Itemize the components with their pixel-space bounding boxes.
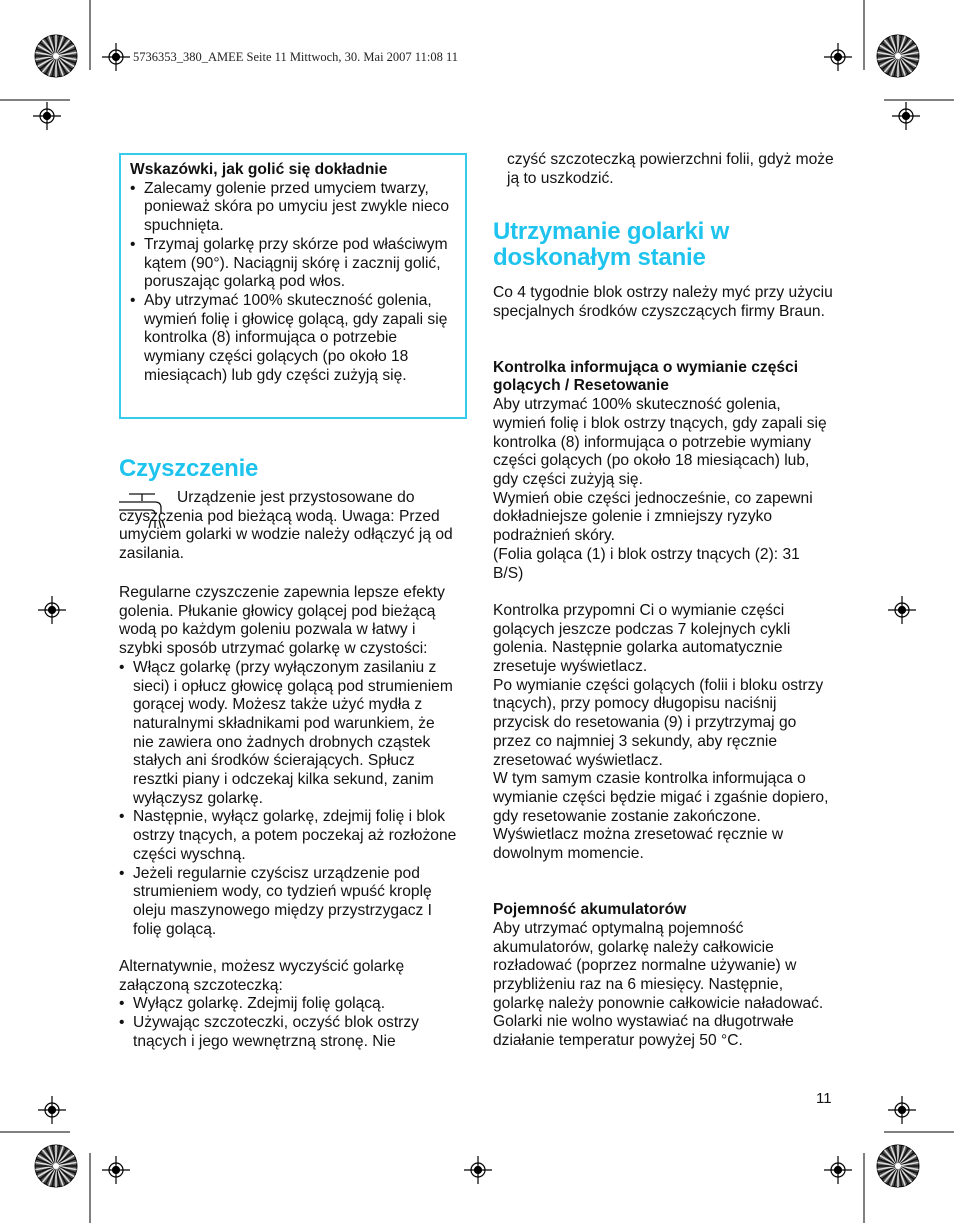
reminder-p3: W tym samym czasie kontrolka informująca o wymianie części będzie migać i zgaśnie dopiero, gdy resetowanie zostanie zakończone. <box>493 770 829 825</box>
reset-p2: Wymień obie części jednocześnie, co zapewni dokładniejsze golenie i zmniejszy ryzyko podrażnień skóry. <box>493 489 813 545</box>
list-item: • Włącz golarkę (przy wyłączonym zasilaniu z sieci) i opłucz głowicę golącą pod strumieniem gorącej wody. Możesz także użyć mydła z naturalnymi składnikami pod warunkiem, że nie zawiera ono żadnych drobnych cząstek stałych ani środków ścierających. Spłucz resztki piany i odczekaj kilka sekund, zanim wyłączysz golarkę. <box>119 659 459 809</box>
list-item: • Wyłącz golarkę. Zdejmij folię golącą. <box>119 995 459 1014</box>
battery-title: Pojemność akumulatorów <box>493 901 687 919</box>
cleaning-alt-list <box>119 995 459 1051</box>
print-header: 5736353_380_AMEE Seite 11 Mittwoch, 30. Mai 2007 11:08 11 <box>133 50 458 64</box>
reset-p1: Aby utrzymać 100% skuteczność golenia, wymień folię i blok ostrzy tnących, gdy zapali się kontrolka (8) informująca o potrzebie wymiany części golących (po około 18 miesiącach) lub, gdy części zużyją się. <box>493 396 827 488</box>
registration-rosette-icon <box>35 1145 77 1187</box>
reset-p3: (Folia goląca (1) i blok ostrzy tnących (2): 31 B/S) <box>493 545 800 582</box>
crosshair-target-icon <box>464 1156 492 1184</box>
crosshair-target-icon <box>824 43 852 71</box>
reset-title: Kontrolka informująca o wymianie części golących / Resetowanie <box>493 358 799 395</box>
maintenance-intro: Co 4 tygodnie blok ostrzy należy myć przy użyciu specjalnych środków czyszczących firmy Braun. <box>493 284 833 320</box>
crosshair-target-icon <box>888 1096 916 1124</box>
cleaning-list <box>119 659 459 940</box>
list-item: • Zalecamy golenie przed umyciem twarzy, ponieważ skóra po umyciu jest zwykle nieco spuchnięta. <box>130 180 455 236</box>
reminder-p2: Po wymianie części golących (folii i bloku ostrzy tnących), przy pomocy długopisu naciśnij przycisk do resetowania (9) i przytrzymaj go przez co najmniej 3 sekundy, aby ręcznie zresetować wyświetlacz. <box>493 676 824 769</box>
page-number: 11 <box>816 1090 832 1107</box>
battery-text: Aby utrzymać optymalną pojemność akumulatorów, golarkę należy całkowicie rozładować (poprzez normalne używanie) w przybliżeniu raz na 6 miesięcy. Następnie, golarkę należy ponownie całkowicie naładować. Golarki nie wolno wystawiać na długotrwałe działanie temperatur powyżej 50 °C. <box>493 919 824 1050</box>
list-item: • Następnie, wyłącz golarkę, zdejmij folię i blok ostrzy tnących, a potem poczekaj aż rozłożone części wyschną. <box>119 808 459 864</box>
cleaning-alt: Alternatywnie, możesz wyczyścić golarkę załączoną szczoteczką: <box>119 958 405 994</box>
crosshair-target-icon <box>38 1096 66 1124</box>
registration-rosette-icon <box>877 1145 919 1187</box>
maintenance-body <box>493 284 833 1051</box>
list-item: • Używając szczoteczki, oczyść blok ostrzy tnących i jego wewnętrzną stronę. Nie <box>119 1014 459 1051</box>
list-item: • Trzymaj golarkę przy skórze pod właściwym kątem (90°). Naciągnij skórę i zacznij golić, poruszając golarką pod włos. <box>130 236 455 292</box>
maintenance-heading: Utrzymanie golarki w doskonałym stanie <box>493 218 730 271</box>
cleaning-regular: Regularne czyszczenie zapewnia lepsze efekty golenia. Płukanie głowicy golącej pod bieżącą wodą po każdym goleniu pozwala w łatwy i szybki sposób utrzymać golarkę w czystości: <box>119 584 445 658</box>
cleaning-continued: czyść szczoteczką powierzchni folii, gdyż może ją to uszkodzić. <box>507 151 834 187</box>
crosshair-target-icon <box>824 1156 852 1184</box>
cleaning-body <box>119 584 459 1052</box>
cleaning-heading: Czyszczenie <box>119 455 259 482</box>
registration-rosette-icon <box>35 35 77 77</box>
crosshair-target-icon <box>102 1156 130 1184</box>
registration-rosette-icon <box>877 35 919 77</box>
crosshair-target-icon <box>33 102 61 130</box>
reminder-p1: Kontrolka przypomni Ci o wymianie części golących jeszcze podczas 7 kolejnych cykli golenia. Następnie golarka automatycznie zresetuje wyświetlacz. <box>493 601 791 676</box>
crosshair-target-icon <box>888 596 916 624</box>
tips-box <box>119 153 467 419</box>
tips-title: Wskazówki, jak golić się dokładnie <box>130 161 388 178</box>
tips-list <box>130 180 455 386</box>
crosshair-target-icon <box>38 596 66 624</box>
cleaning-intro: Urządzenie jest przystosowane do czyszczenia pod bieżącą wodą. Uwaga: Przed umyciem golarki w wodzie należy odłączyć ją od zasilania. <box>119 489 453 563</box>
list-item: • Aby utrzymać 100% skuteczność golenia, wymień folię i głowicę golącą, gdy zapali się kontrolka (8) informująca o potrzebie wymiany części golących (po około 18 miesiącach) lub gdy części zużyją się. <box>130 292 455 386</box>
crosshair-target-icon <box>102 43 130 71</box>
reminder-p4: Wyświetlacz można zresetować ręcznie w dowolnym momencie. <box>493 826 784 863</box>
list-item: • Jeżeli regularnie czyścisz urządzenie pod strumieniem wody, co tydzień wpuść kroplę oleju maszynowego między przystrzygacz I folię golącą. <box>119 865 459 940</box>
crosshair-target-icon <box>892 102 920 130</box>
